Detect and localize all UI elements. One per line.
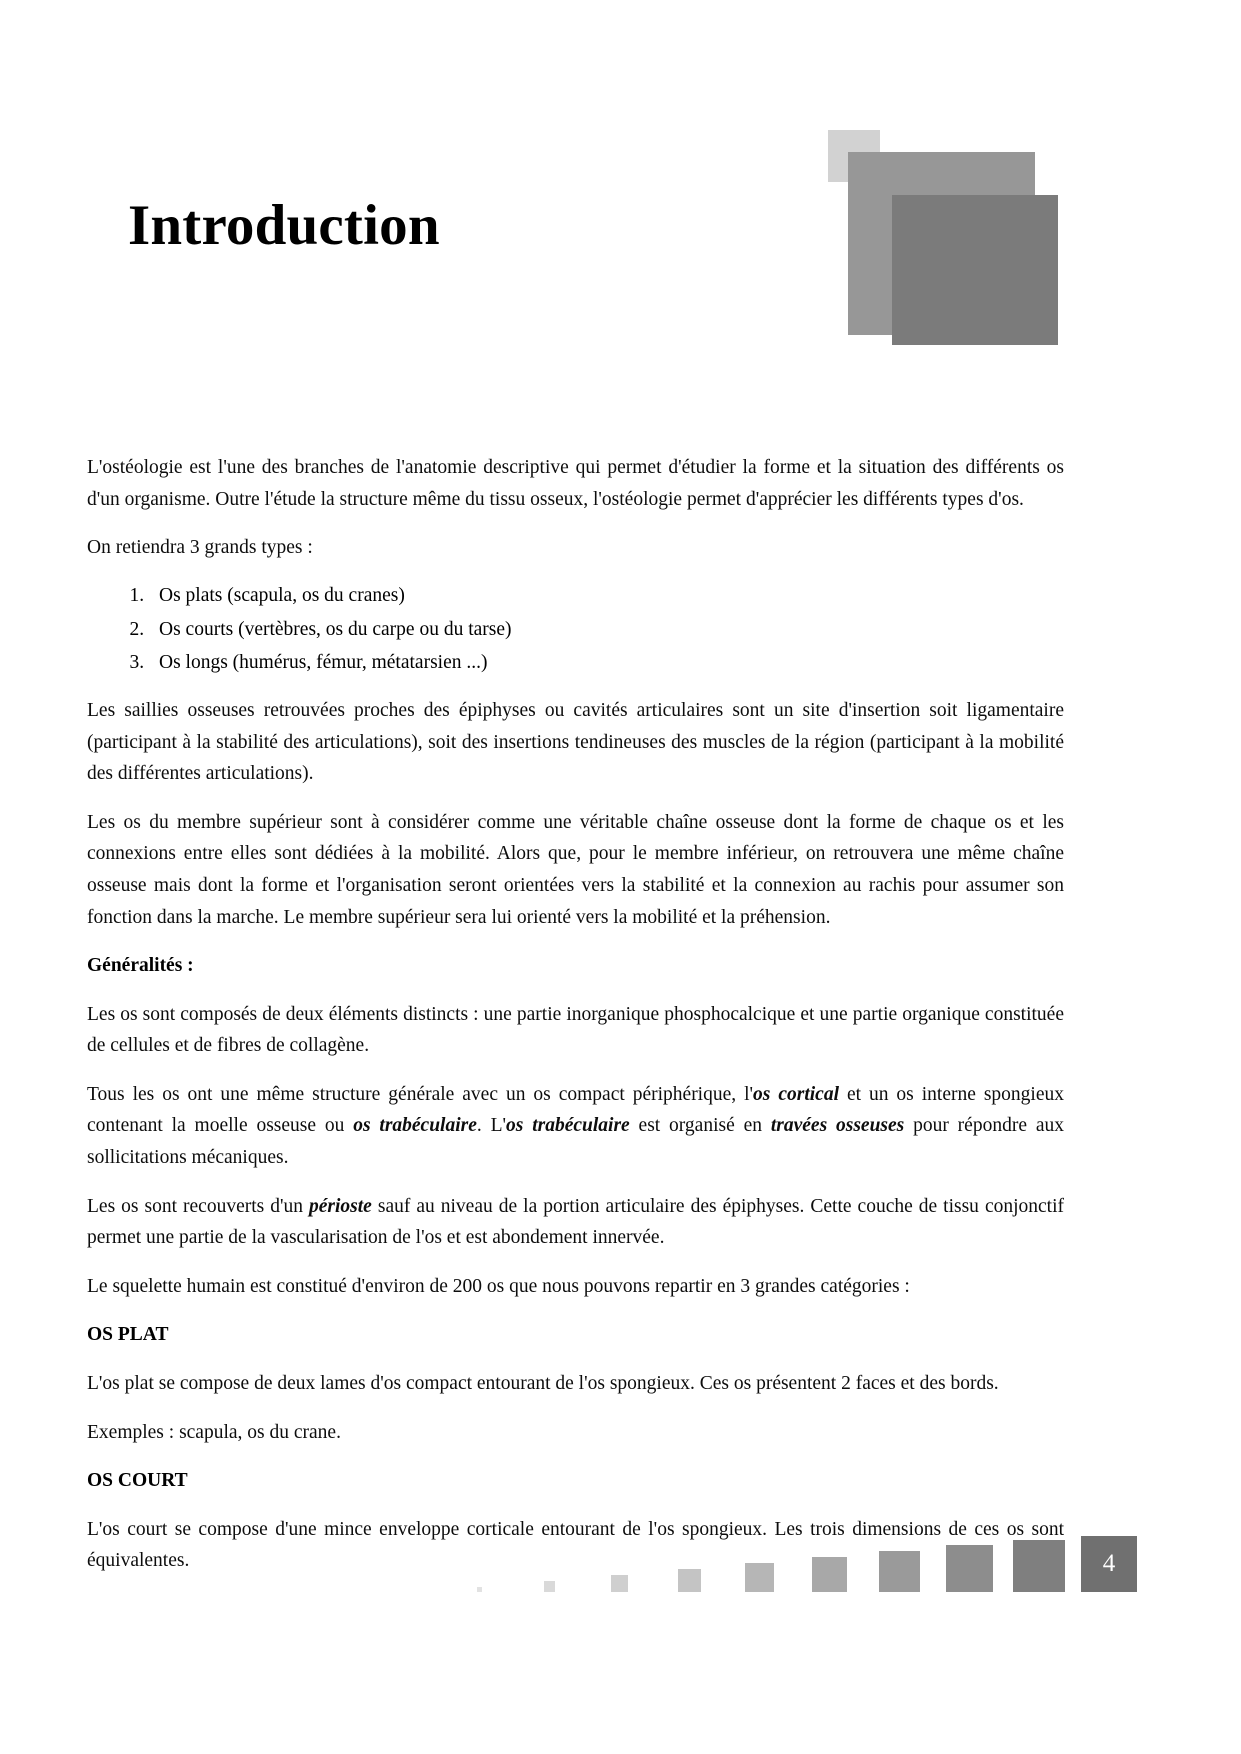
heading-os-plat: OS PLAT — [87, 1324, 169, 1346]
footer-square-shape — [678, 1569, 701, 1592]
page-number-cell — [1074, 1536, 1144, 1592]
footer-square-shape — [946, 1545, 993, 1592]
text-segment: est organisé en — [629, 1115, 771, 1137]
title-block — [128, 196, 768, 256]
text-segment: pour répondre aux sollicitations mécaniques. — [87, 1115, 1064, 1169]
footer-decoration-square — [444, 1587, 514, 1592]
decoration-square-dark — [892, 195, 1058, 345]
decoration-square-mid — [848, 152, 1035, 335]
paragraph-membre-superieur: Les os du membre supérieur sont à considérer comme une véritable chaîne osseuse dont la forme de chaque os et les connexions entre elles sont dédiées à la mobilité. Alors que, pour le membre inférieur, on retrouvera une même chaîne osseuse mais dont la forme et l'organisation seront orientées vers la stabilité et la connexion au rachis pour assumer son fonction dans la marche. Le membre supérieur sera lui orienté vers la mobilité et la préhension. — [87, 811, 1064, 928]
paragraph-perioste — [87, 1191, 1064, 1254]
text-segment: Tous les os ont une même structure générale avec un os compact périphérique, l' — [87, 1083, 754, 1105]
paragraph-three-types-lead: On retiendra 3 grands types : — [87, 537, 313, 559]
list-item: 2. Os courts (vertèbres, os du carpe ou du tarse) — [149, 615, 1064, 646]
footer-square-shape — [1013, 1540, 1065, 1592]
emphasis-os-trabeculaire-2: os trabéculaire — [506, 1115, 630, 1137]
footer-square-shape — [477, 1587, 482, 1592]
paragraph-intro: L'ostéologie est l'une des branches de l'anatomie descriptive qui permet d'étudier la forme et la situation des différents os d'un organisme. Outre l'étude la structure même du tissu osseux, l'ostéologie permet d'apprécier les différents types d'os. — [87, 457, 1064, 510]
footer-decoration-square — [864, 1551, 934, 1592]
emphasis-perioste: périoste — [309, 1195, 372, 1217]
emphasis-os-trabeculaire-1: os trabéculaire — [353, 1115, 477, 1137]
footer-decoration-square — [654, 1569, 724, 1592]
paragraph-composition: Les os sont composés de deux éléments distincts : une partie inorganique phosphocalcique et une partie organique constituée de cellules et de fibres de collagène. — [87, 1003, 1064, 1057]
footer-decoration-square — [724, 1563, 794, 1592]
document-body — [87, 452, 1064, 1577]
paragraph-os-court-description: L'os court se compose d'une mince enveloppe corticale entourant de l'os spongieux. Les trois dimensions de ces os sont équivalentes. — [87, 1518, 1064, 1572]
header-decoration — [0, 0, 1241, 340]
list-item: 3. Os longs (humérus, fémur, métatarsien ...) — [149, 648, 1064, 679]
list-item: 1. Os plats (scapula, os du cranes) — [149, 581, 1064, 612]
heading-os-court: OS COURT — [87, 1470, 188, 1492]
footer-square-shape — [611, 1575, 628, 1592]
footer-decoration-square — [934, 1545, 1004, 1592]
text-segment: . L' — [476, 1115, 507, 1137]
text-segment: Les os sont recouverts d'un — [87, 1195, 310, 1217]
footer-decoration — [444, 1536, 1144, 1592]
emphasis-os-cortical: os cortical — [753, 1083, 839, 1105]
decoration-square-light — [828, 130, 880, 182]
emphasis-travees-osseuses: travées osseuses — [770, 1115, 905, 1137]
paragraph-structure-generale — [87, 1079, 1064, 1174]
footer-decoration-square — [584, 1575, 654, 1592]
footer-square-shape — [879, 1551, 920, 1592]
heading-generalites: Généralités : — [87, 955, 194, 977]
footer-decoration-square — [1004, 1540, 1074, 1592]
footer-square-shape — [745, 1563, 774, 1592]
paragraph-saillies-osseuses: Les saillies osseuses retrouvées proches des épiphyses ou cavités articulaires sont un site d'insertion soit ligamentaire (participant à la stabilité des articulations), soit des insertions tendineuses des muscles de la région (participant à la mobilité des différentes articulations). — [87, 700, 1064, 785]
footer-decoration-square — [514, 1581, 584, 1592]
text-segment: et un os interne spongieux contenant la moelle osseuse ou — [87, 1083, 1064, 1137]
paragraph-squelette-humain: Le squelette humain est constitué d'environ de 200 os que nous pouvons repartir en 3 grandes catégories : — [87, 1275, 910, 1297]
bone-types-list — [87, 581, 1064, 679]
paragraph-os-plat-description: L'os plat se compose de deux lames d'os compact entourant de l'os spongieux. Ces os présentent 2 faces et des bords. — [87, 1372, 999, 1394]
page-title: Introduction — [128, 194, 440, 257]
page-footer — [0, 1522, 1241, 1592]
footer-decoration-square — [794, 1557, 864, 1592]
footer-square-shape — [544, 1581, 555, 1592]
paragraph-os-plat-examples: Exemples : scapula, os du crane. — [87, 1421, 341, 1443]
footer-square-shape — [812, 1557, 847, 1592]
text-segment: sauf au niveau de la portion articulaire des épiphyses. Cette couche de tissu conjonctif permet une partie de la vascularisation de l'os et est abondement innervée. — [87, 1195, 1064, 1249]
page-number: 4 — [1081, 1536, 1137, 1592]
